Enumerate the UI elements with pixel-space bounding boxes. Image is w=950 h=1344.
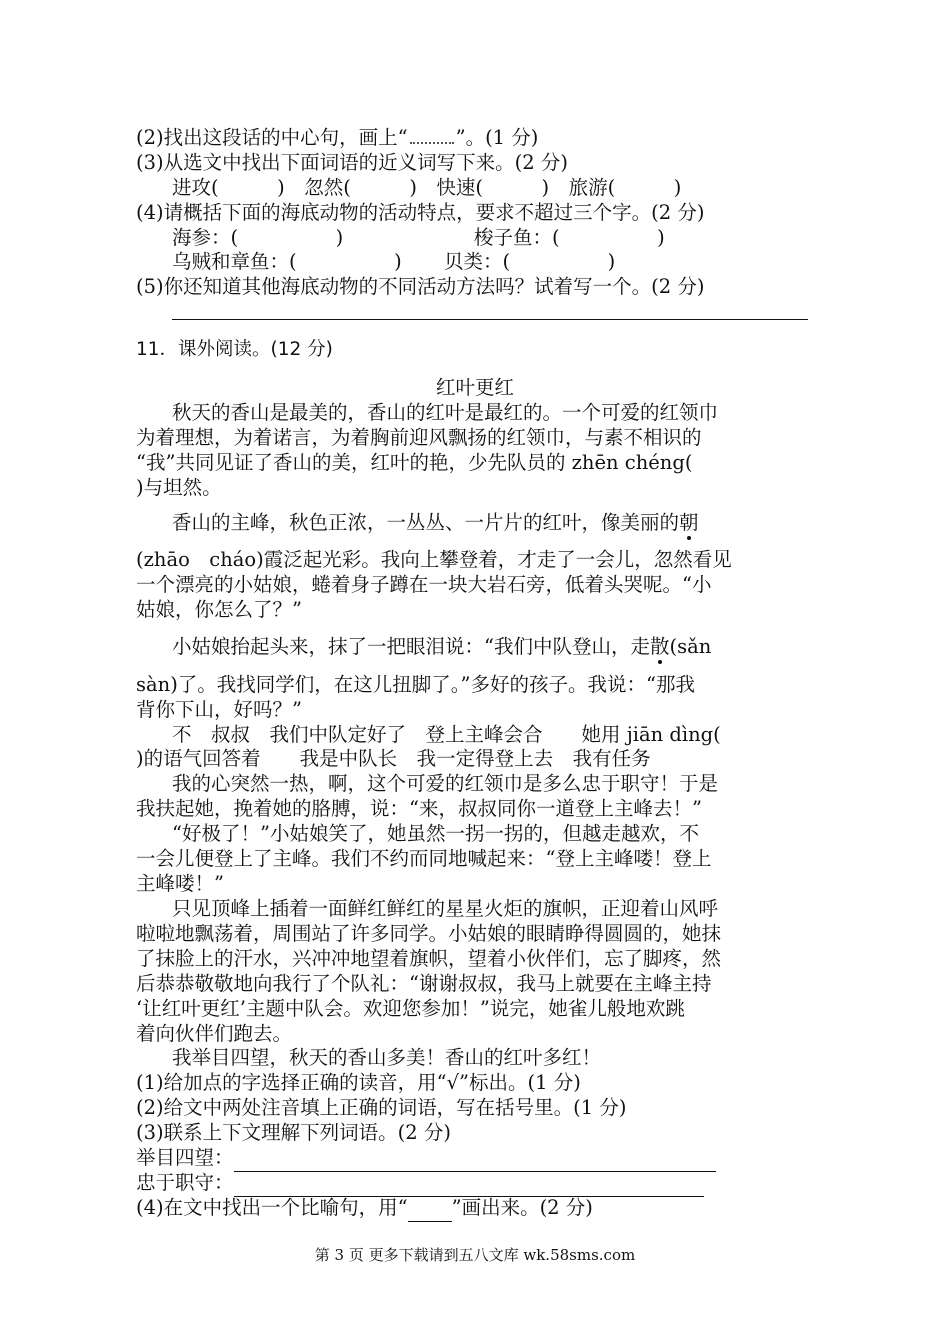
passage-line: 姑娘，你怎么了？” <box>136 598 302 621</box>
passage-title: 红叶更红 <box>435 376 514 399</box>
passage-line: (zhāo cháo)霞泛起光彩。我向上攀登着，才走了一会儿，忽然看见 <box>136 548 732 571</box>
q10-item-3: (3)从选文中找出下面词语的近义词写下来。(2 分) <box>136 151 568 174</box>
q10-item-4-c: 乌贼和章鱼：( ) <box>172 250 402 273</box>
question-3-b: 忠于职守： <box>136 1170 704 1197</box>
passage-line: 着向伙伴们跑去。 <box>136 1022 293 1045</box>
passage-line: 啦啦地飘荡着，周围站了许多同学。小姑娘的眼睛睁得圆圆的，她抹 <box>136 922 722 945</box>
passage-line: 一个漂亮的小姑娘，蜷着身子蹲在一块大岩石旁，低着头哭呢。“小 <box>136 573 712 596</box>
passage-line: 只见顶峰上插着一面鲜红鲜红的星星火炬的旗帜，正迎着山风呼 <box>172 897 719 920</box>
passage-line: 背你下山，好吗？” <box>136 698 302 721</box>
passage-line: 为着理想，为着诺言，为着胸前迎风飘扬的红领巾，与素不相识的 <box>136 426 702 449</box>
passage-line: 秋天的香山是最美的，香山的红叶是最红的。一个可爱的红领巾 <box>172 401 719 424</box>
q10-item-4-d: 贝类：( ) <box>444 250 616 273</box>
q11-heading: 11．课外阅读。(12 分) <box>136 339 333 360</box>
q10-item-4-b: 梭子鱼：( ) <box>474 226 665 249</box>
passage-line: 我举目四望，秋天的香山多美！香山的红叶多红！ <box>172 1046 602 1069</box>
passage-line: )与坦然。 <box>136 476 222 499</box>
question-3: (3)联系上下文理解下列词语。(2 分) <box>136 1121 451 1144</box>
q10-item-4: (4)请概括下面的海底动物的活动特点，要求不超过三个字。(2 分) <box>136 201 705 224</box>
q10-item-4-a: 海参：( ) <box>172 226 344 249</box>
passage-line: 后恭恭敬敬地向我行了个队礼：“谢谢叔叔，我马上就要在主峰主持 <box>136 972 712 995</box>
passage-line: )的语气回答着 我是中队长 我一定得登上去 我有任务 <box>136 747 651 770</box>
passage-line: 香山的主峰，秋色正浓，一丛丛、一片片的红叶，像美丽的朝 <box>172 511 699 534</box>
passage-line: “好极了！”小姑娘笑了，她虽然一拐一拐的，但越走越欢，不 <box>172 822 699 845</box>
answer-line <box>172 319 808 320</box>
underline-mark <box>408 1195 452 1222</box>
answer-blank[interactable] <box>234 1170 704 1197</box>
dotted-char: 朝 <box>679 511 699 534</box>
passage-line: ‘让红叶更红’主题中队会。欢迎您参加！”说完，她雀儿般地欢跳 <box>136 997 685 1020</box>
passage-line: 小姑娘抬起头来，抹了一把眼泪说：“我们中队登山，走散(sǎn <box>172 635 712 658</box>
q10-item-2: (2)找出这段话的中心句，画上“ ”。(1 分) <box>136 126 539 149</box>
question-3-a: 举目四望： <box>136 1145 716 1172</box>
question-1: (1)给加点的字选择正确的读音，用“√”标出。(1 分) <box>136 1071 581 1094</box>
question-2: (2)给文中两处注音填上正确的词语，写在括号里。(1 分) <box>136 1096 627 1119</box>
dotted-char: 散 <box>649 635 670 658</box>
page-footer: 第 3 页 更多下载请到五八文库 wk.58sms.com <box>314 1246 636 1264</box>
passage-line: 一会儿便登上了主峰。我们不约而同地喊起来：“登上主峰喽！登上 <box>136 847 712 870</box>
passage-line: “我”共同见证了香山的美，红叶的艳，少先队员的 zhēn chéng( <box>136 451 693 474</box>
passage-line: 了抹脸上的汗水，兴冲冲地望着旗帜，望着小伙伴们，忘了脚疼，然 <box>136 947 722 970</box>
question-4: (4)在文中找出一个比喻句，用“ ”画出来。(2 分) <box>136 1195 593 1222</box>
passage-line: 不 叔叔 我们中队定好了 登上主峰会合 她用 jiān dìng( <box>172 723 721 746</box>
passage-line: 主峰喽！” <box>136 872 224 895</box>
passage-line: 我扶起她，挽着她的胳膊，说：“来，叔叔同你一道登上主峰去！” <box>136 797 702 820</box>
passage-line: sàn)了。我找同学们，在这儿扭脚了。”多好的孩子。我说：“那我 <box>136 673 695 696</box>
q10-item-3-words: 进攻( ) 忽然( ) 快速( ) 旅游( ) <box>172 176 682 199</box>
q10-item-5: (5)你还知道其他海底动物的不同活动方法吗？试着写一个。(2 分) <box>136 275 705 298</box>
answer-blank[interactable] <box>234 1145 716 1172</box>
wavy-line-mark <box>410 132 454 144</box>
passage-line: 我的心突然一热，啊，这个可爱的红领巾是多么忠于职守！于是 <box>172 772 719 795</box>
